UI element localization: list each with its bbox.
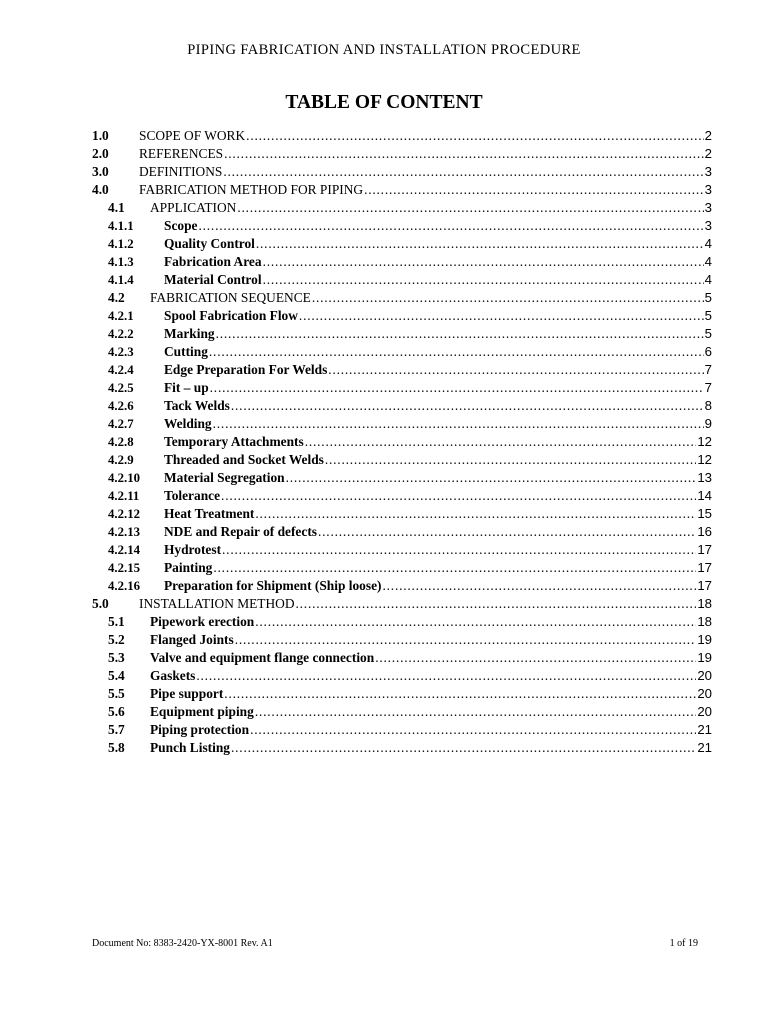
toc-entry-page: 7 xyxy=(704,362,712,377)
dot-leader xyxy=(250,721,696,739)
toc-entry-line xyxy=(139,181,712,199)
toc-entry-title: Gaskets xyxy=(150,668,196,683)
dot-leader xyxy=(296,595,697,613)
toc-entry-number: 4.0 xyxy=(92,182,109,197)
toc-entry-number: 4.2.14 xyxy=(108,543,140,557)
toc-entry-title: Flanged Joints xyxy=(150,632,234,647)
toc-entry-page: 5 xyxy=(704,326,712,341)
dot-leader xyxy=(224,685,696,703)
toc-entry-number: 1.0 xyxy=(92,128,109,143)
toc-entry-page: 17 xyxy=(697,542,712,557)
toc-entry-number: 5.6 xyxy=(108,704,125,719)
toc-entry-page: 20 xyxy=(697,686,712,701)
toc-entry-title: Preparation for Shipment (Ship loose) xyxy=(164,578,382,593)
toc-entry-title: Cutting xyxy=(164,344,208,359)
toc-entry-page: 4 xyxy=(704,236,712,251)
toc-entry-number: 4.2.4 xyxy=(108,363,134,377)
dot-leader xyxy=(223,163,703,181)
toc-entry-number: 5.8 xyxy=(108,740,125,755)
toc-entry-page: 3 xyxy=(704,200,712,215)
toc-entry[interactable] xyxy=(92,361,712,379)
dot-leader xyxy=(375,649,696,667)
toc-entry-title: Fit – up xyxy=(164,380,209,395)
toc-entry-line xyxy=(164,433,712,451)
toc-entry-number: 2.0 xyxy=(92,146,109,161)
toc-entry-number: 5.1 xyxy=(108,614,125,629)
toc-entry-number: 4.2.7 xyxy=(108,417,134,431)
toc-entry[interactable] xyxy=(92,649,712,667)
dot-leader xyxy=(383,577,697,595)
toc-entry-line xyxy=(164,217,712,235)
dot-leader xyxy=(235,631,697,649)
toc-entry-page: 5 xyxy=(704,290,712,305)
toc-entry[interactable] xyxy=(92,469,712,487)
toc-entry[interactable] xyxy=(92,199,712,217)
toc-entry-line xyxy=(164,343,712,361)
toc-entry[interactable] xyxy=(92,343,712,361)
dot-leader xyxy=(255,613,696,631)
toc-entry-page: 13 xyxy=(697,470,712,485)
toc-entry-title: Fabrication Area xyxy=(164,254,262,269)
toc-entry-number: 4.1.1 xyxy=(108,219,134,233)
toc-entry-page: 19 xyxy=(697,650,712,665)
toc-entry-line xyxy=(164,415,712,433)
toc-entry-number: 4.2.11 xyxy=(108,489,140,503)
toc-entry-title: Scope xyxy=(164,218,198,233)
dot-leader xyxy=(246,127,703,145)
toc-entry-number: 4.2 xyxy=(108,290,125,305)
toc-entry-page: 20 xyxy=(697,704,712,719)
toc-entry-page: 15 xyxy=(697,506,712,521)
toc-entry[interactable] xyxy=(92,667,712,685)
toc-entry[interactable] xyxy=(92,379,712,397)
dot-leader xyxy=(209,343,704,361)
document-number: Document No: 8383-2420-YX-8001 Rev. A1 xyxy=(92,938,273,949)
toc-entry-title: FABRICATION METHOD FOR PIPING xyxy=(139,182,364,197)
toc-entry-line xyxy=(164,469,712,487)
dot-leader xyxy=(224,145,704,163)
toc-entry[interactable] xyxy=(92,325,712,343)
dot-leader xyxy=(213,559,696,577)
toc-entry-number: 3.0 xyxy=(92,164,109,179)
dot-leader xyxy=(216,325,704,343)
toc-entry-page: 21 xyxy=(697,740,712,755)
toc-entry-number: 5.5 xyxy=(108,686,125,701)
toc-entry[interactable] xyxy=(92,145,712,163)
toc-entry-page: 20 xyxy=(697,668,712,683)
dot-leader xyxy=(263,271,704,289)
toc-entry-number: 4.1.2 xyxy=(108,237,134,251)
toc-entry[interactable] xyxy=(92,289,712,307)
toc-entry-page: 18 xyxy=(697,614,712,629)
toc-entry-line xyxy=(139,163,712,181)
toc-entry-title: DEFINITIONS xyxy=(139,164,223,179)
toc-entry-page: 5 xyxy=(704,308,712,323)
toc-entry-number: 5.0 xyxy=(92,596,109,611)
toc-entry-line xyxy=(164,325,712,343)
toc-entry[interactable] xyxy=(92,559,712,577)
toc-entry-page: 12 xyxy=(697,434,712,449)
toc-entry-page: 4 xyxy=(704,254,712,269)
toc-entry-line xyxy=(164,307,712,325)
toc-entry-line xyxy=(164,451,712,469)
toc-entry[interactable] xyxy=(92,181,712,199)
toc-entry-title: REFERENCES xyxy=(139,146,224,161)
toc-entry-number: 4.1.3 xyxy=(108,255,134,269)
toc-entry-title: FABRICATION SEQUENCE xyxy=(150,290,311,305)
toc-entry-line xyxy=(164,361,712,379)
dot-leader xyxy=(222,541,696,559)
toc-entry-page: 2 xyxy=(704,146,712,161)
toc-entry[interactable] xyxy=(92,631,712,649)
toc-entry[interactable] xyxy=(92,235,712,253)
toc-entry-title: Pipework erection xyxy=(150,614,255,629)
toc-entry-number: 4.2.15 xyxy=(108,561,140,575)
dot-leader xyxy=(221,487,696,505)
toc-entry-page: 3 xyxy=(704,164,712,179)
toc-entry-line xyxy=(139,145,712,163)
toc-entry[interactable] xyxy=(92,595,712,613)
toc-entry[interactable] xyxy=(92,739,712,757)
toc-entry-title: Heat Treatment xyxy=(164,506,255,521)
toc-entry-line xyxy=(150,631,712,649)
toc-entry-number: 5.2 xyxy=(108,632,125,647)
toc-entry[interactable] xyxy=(92,253,712,271)
dot-leader xyxy=(196,667,696,685)
toc-entry-title: Temporary Attachments xyxy=(164,434,304,449)
dot-leader xyxy=(198,217,703,235)
toc-entry-number: 4.2.9 xyxy=(108,453,134,467)
toc-entry-number: 4.2.13 xyxy=(108,525,140,539)
toc-entry-title: Quality Control xyxy=(164,236,255,251)
toc-entry-title: NDE and Repair of defects xyxy=(164,524,317,539)
toc-entry-title: Piping protection xyxy=(150,722,250,737)
toc-entry-title: Spool Fabrication Flow xyxy=(164,308,298,323)
toc-entry-number: 5.3 xyxy=(108,650,125,665)
dot-leader xyxy=(325,451,696,469)
toc-entry-page: 8 xyxy=(704,398,712,413)
dot-leader xyxy=(231,397,704,415)
toc-entry-line xyxy=(164,487,712,505)
toc-entry-number: 4.2.5 xyxy=(108,381,134,395)
toc-entry[interactable] xyxy=(92,505,712,523)
toc-entry[interactable] xyxy=(92,613,712,631)
toc-entry-title: SCOPE OF WORK xyxy=(139,128,246,143)
toc-entry-page: 21 xyxy=(697,722,712,737)
toc-entry[interactable] xyxy=(92,271,712,289)
toc-entry-title: Tack Welds xyxy=(164,398,230,413)
dot-leader xyxy=(328,361,703,379)
toc-entry-line xyxy=(164,541,712,559)
toc-entry-title: INSTALLATION METHOD xyxy=(139,596,295,611)
toc-entry-line xyxy=(139,595,712,613)
toc-entry-title: Edge Preparation For Welds xyxy=(164,362,328,377)
toc-entry[interactable] xyxy=(92,451,712,469)
toc-entry[interactable] xyxy=(92,163,712,181)
toc-entry-number: 5.4 xyxy=(108,668,125,683)
toc-entry[interactable] xyxy=(92,721,712,739)
toc-entry-number: 4.2.12 xyxy=(108,507,140,521)
toc-entry-page: 12 xyxy=(697,452,712,467)
toc-entry[interactable] xyxy=(92,433,712,451)
toc-entry-title: Valve and equipment flange connection xyxy=(150,650,375,665)
toc-entry-number: 4.2.10 xyxy=(108,471,140,485)
dot-leader xyxy=(210,379,704,397)
toc-entry[interactable] xyxy=(92,685,712,703)
dot-leader xyxy=(255,505,696,523)
toc-entry[interactable] xyxy=(92,577,712,595)
toc-entry-line xyxy=(164,379,712,397)
toc-entry-title: Welding xyxy=(164,416,212,431)
toc-entry-title: Hydrotest xyxy=(164,542,222,557)
toc-entry[interactable] xyxy=(92,703,712,721)
toc-entry-title: Material Control xyxy=(164,272,262,287)
toc-entry-line xyxy=(150,613,712,631)
toc-entry-number: 5.7 xyxy=(108,722,125,737)
toc-entry-title: Material Segregation xyxy=(164,470,285,485)
toc-entry-line xyxy=(164,523,712,541)
toc-entry-page: 17 xyxy=(697,560,712,575)
toc-entry-number: 4.2.8 xyxy=(108,435,134,449)
page-title: TABLE OF CONTENT xyxy=(285,92,483,113)
dot-leader xyxy=(231,739,696,757)
toc-entry-title: Punch Listing xyxy=(150,740,230,755)
toc-entry[interactable] xyxy=(92,541,712,559)
toc-entry-number: 4.2.16 xyxy=(108,579,140,593)
toc-entry-number: 4.1 xyxy=(108,200,125,215)
toc-entry-page: 17 xyxy=(697,578,712,593)
toc-entry-title: Tolerance xyxy=(164,488,221,503)
toc-entry-number: 4.2.3 xyxy=(108,345,134,359)
dot-leader xyxy=(237,199,703,217)
toc-entry-line xyxy=(150,703,712,721)
dot-leader xyxy=(213,415,704,433)
toc-entry-page: 3 xyxy=(704,182,712,197)
dot-leader xyxy=(305,433,697,451)
toc-entry-line xyxy=(164,397,712,415)
toc-entry-line xyxy=(150,199,712,217)
dot-leader xyxy=(312,289,704,307)
toc-entry-number: 4.2.6 xyxy=(108,399,134,413)
toc-entry-title: Pipe support xyxy=(150,686,224,701)
toc-entry-line xyxy=(150,289,712,307)
toc-entry-line xyxy=(164,235,712,253)
toc-entry-page: 7 xyxy=(704,380,712,395)
toc-entry-title: Equipment piping xyxy=(150,704,254,719)
dot-leader xyxy=(286,469,697,487)
toc-entry-line xyxy=(150,721,712,739)
toc-entry-page: 9 xyxy=(704,416,712,431)
toc-entry-title: APPLICATION xyxy=(150,200,237,215)
toc-entry-page: 6 xyxy=(704,344,712,359)
toc-entry-line xyxy=(139,127,712,145)
toc-entry-line xyxy=(150,739,712,757)
toc-entry-number: 4.2.2 xyxy=(108,327,134,341)
toc-entry-title: Marking xyxy=(164,326,215,341)
toc-entry[interactable] xyxy=(92,523,712,541)
dot-leader xyxy=(364,181,704,199)
toc-entry-page: 4 xyxy=(704,272,712,287)
toc-entry-number: 4.1.4 xyxy=(108,273,134,287)
dot-leader xyxy=(318,523,696,541)
toc-entry-line xyxy=(164,505,712,523)
toc-entry-page: 19 xyxy=(697,632,712,647)
toc-entry-page: 18 xyxy=(697,596,712,611)
toc-entry-line xyxy=(164,253,712,271)
toc-entry[interactable] xyxy=(92,307,712,325)
toc-entry-line xyxy=(150,685,712,703)
toc-entry-title: Threaded and Socket Welds xyxy=(164,452,324,467)
toc-entry-line xyxy=(164,271,712,289)
toc-entry-page: 3 xyxy=(704,218,712,233)
toc-entry[interactable] xyxy=(92,217,712,235)
toc-entry-line xyxy=(164,559,712,577)
dot-leader xyxy=(263,253,704,271)
toc-entry-page: 2 xyxy=(704,128,712,143)
table-of-contents xyxy=(92,127,712,757)
toc-entry[interactable] xyxy=(92,397,712,415)
dot-leader xyxy=(256,235,704,253)
toc-entry-page: 16 xyxy=(697,524,712,539)
toc-entry-page: 14 xyxy=(697,488,712,503)
toc-entry-title: Painting xyxy=(164,560,213,575)
page-number: 1 of 19 xyxy=(669,938,698,949)
toc-entry-line xyxy=(150,649,712,667)
dot-leader xyxy=(255,703,697,721)
toc-entry[interactable] xyxy=(92,127,712,145)
dot-leader xyxy=(299,307,704,325)
toc-entry-number: 4.2.1 xyxy=(108,309,134,323)
document-header: PIPING FABRICATION AND INSTALLATION PROCEDURE xyxy=(187,42,581,58)
toc-entry-line xyxy=(150,667,712,685)
toc-entry[interactable] xyxy=(92,415,712,433)
toc-entry-line xyxy=(164,577,712,595)
toc-entry[interactable] xyxy=(92,487,712,505)
